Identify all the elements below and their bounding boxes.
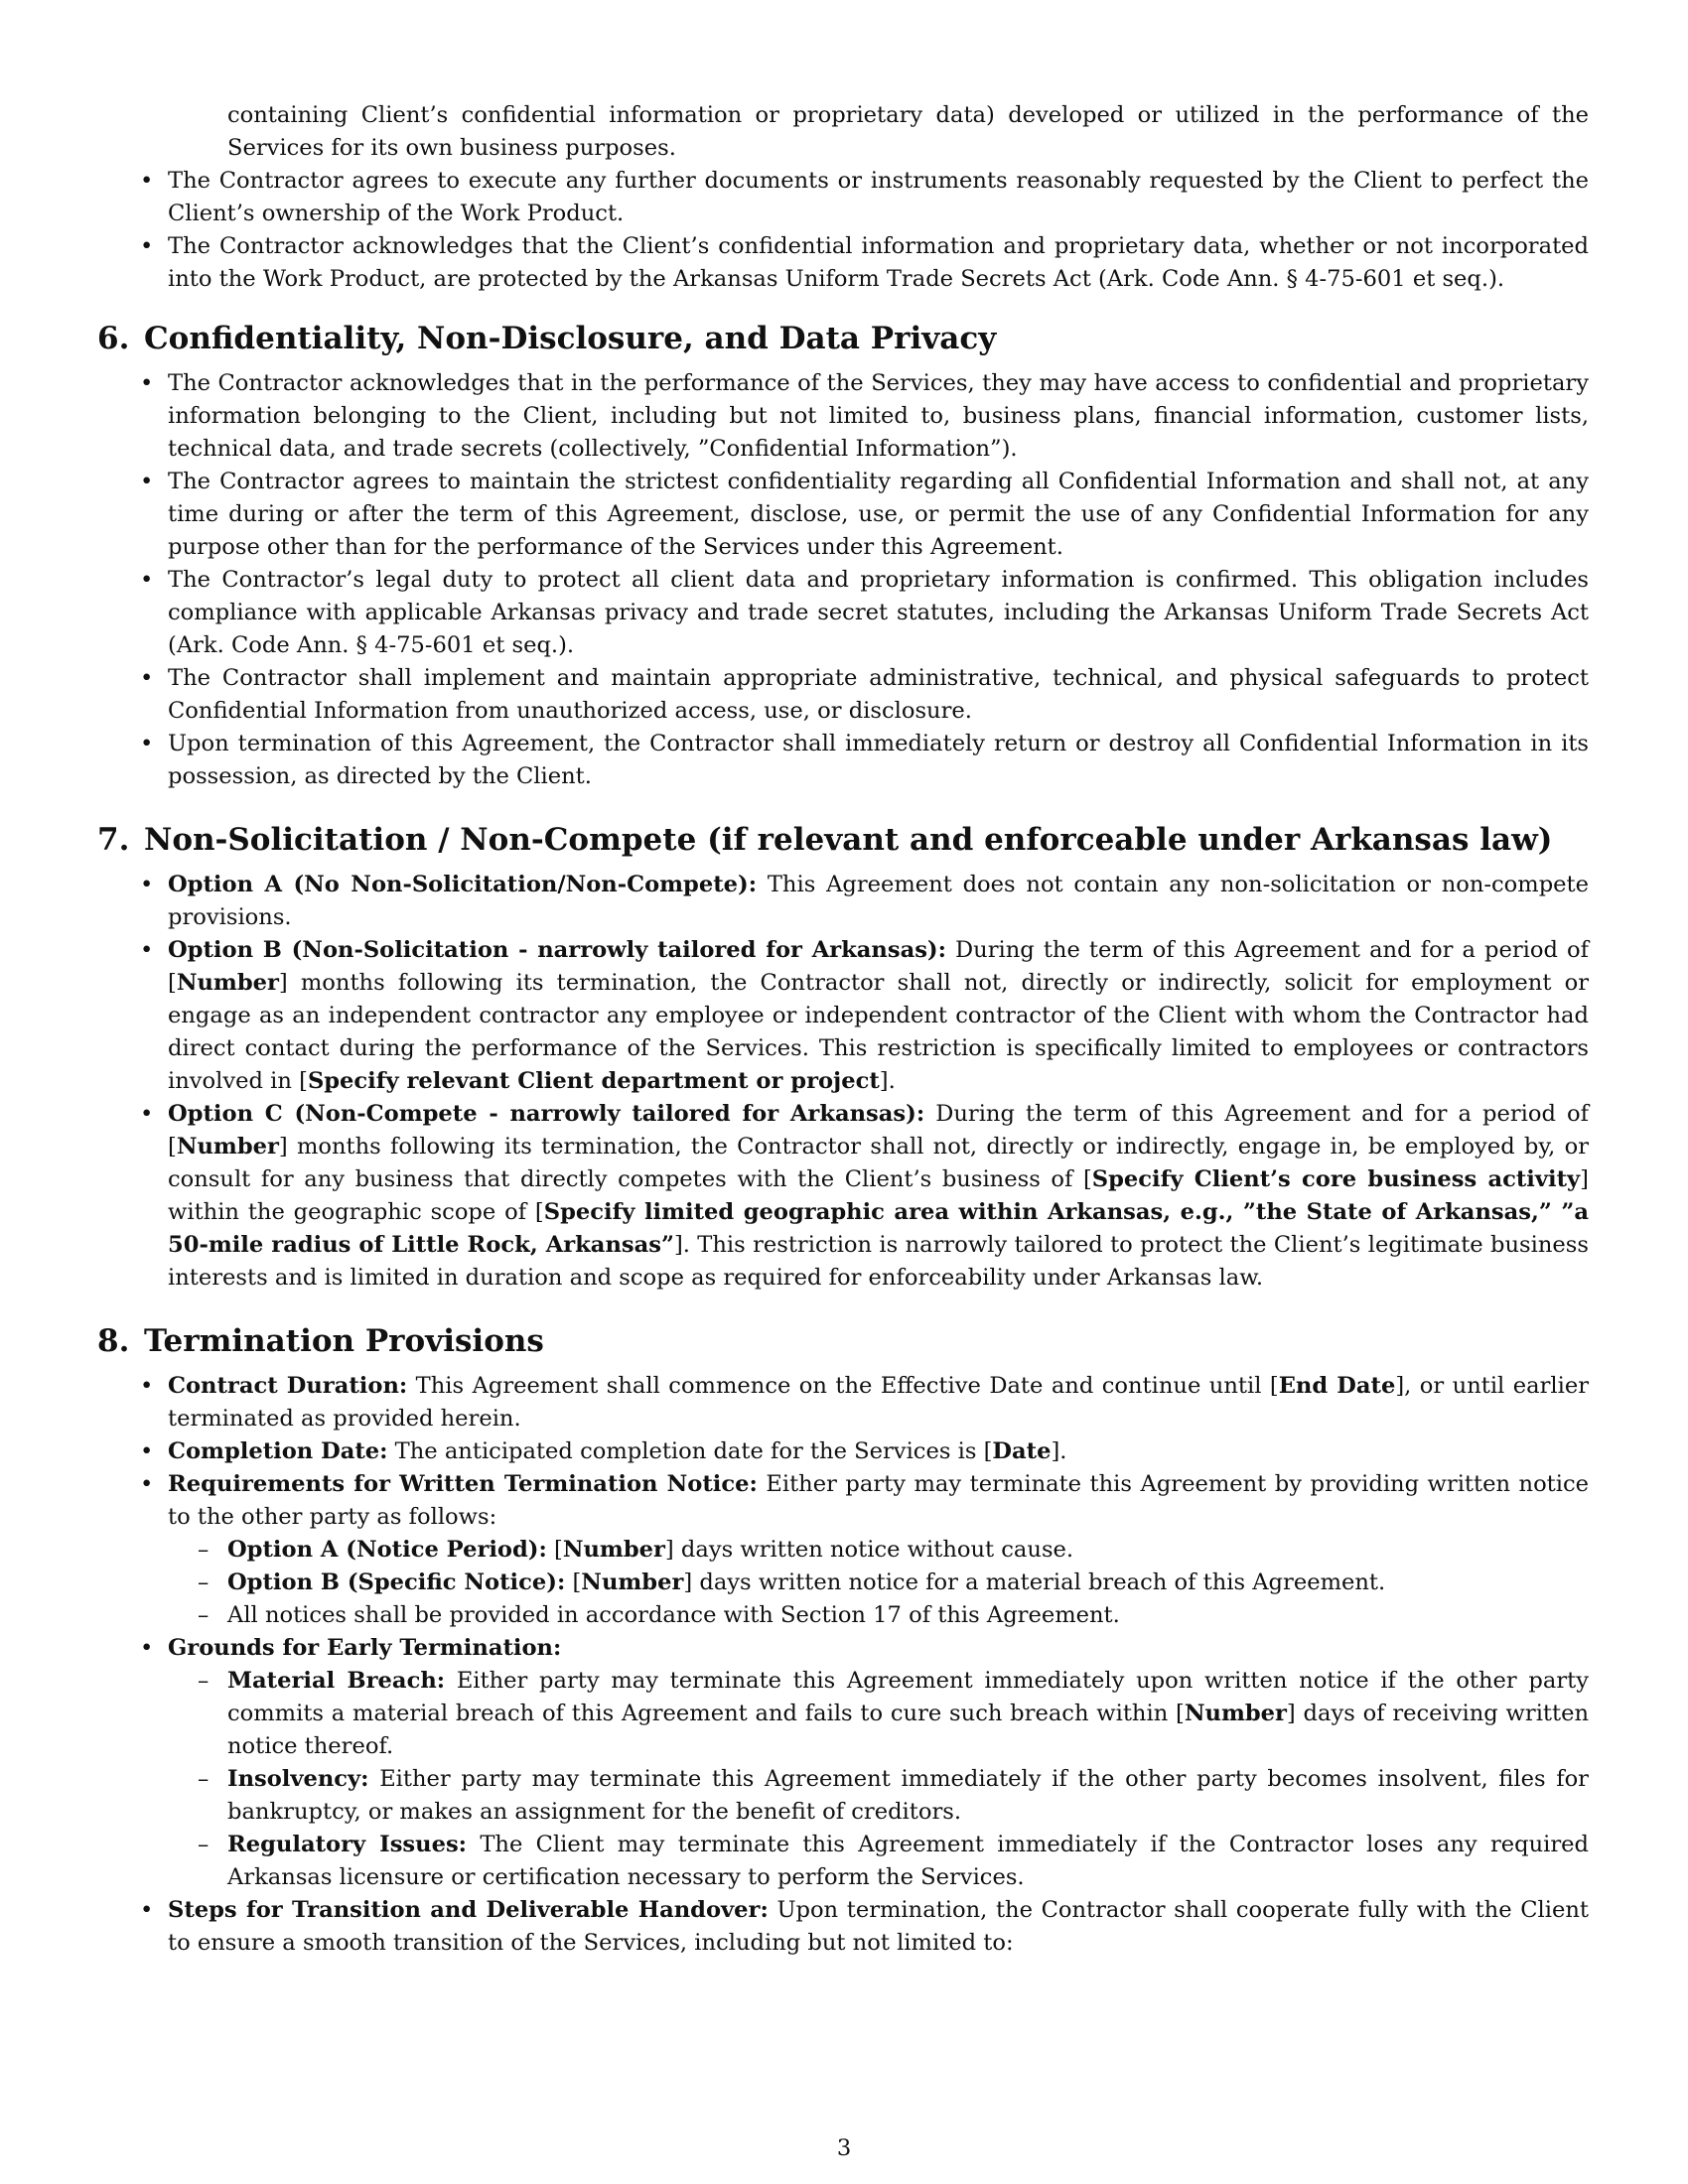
regulatory-item: – Regulatory Issues: The Client may terminate this Agreement immediately if the Contractor loses any required Arkansas licensure or certification necessary to perform the Services. bbox=[97, 1829, 1589, 1894]
section-8-heading: 8. Termination Provisions bbox=[97, 1323, 544, 1359]
option-b-item: • Option B (Non-Solicitation - narrowly tailored for Arkansas): During the term of this Agreement and for a period of [Number] months following its termination, the Contractor shall not, directly or indirectly, solicit for employment or engage as an independent contractor any employee or independent contractor of the Client with whom the Contractor had direct contact during the performance of the Services. This restriction is specifically limited to employees or contractors involved in [Specify relevant Client department or project]. bbox=[97, 934, 1589, 1098]
insolvency-item: – Insolvency: Either party may terminate this Agreement immediately if the other party becomes insolvent, files for bankruptcy, or makes an assignment for the benefit of creditors. bbox=[97, 1763, 1589, 1829]
termination-notice-item: • Requirements for Written Termination Notice: Either party may terminate this Agreement by providing written notice to the other party as follows: bbox=[97, 1468, 1589, 1534]
list-item: • The Contractor agrees to maintain the strictest confidentiality regarding all Confidential Information and shall not, at any time during or after the term of this Agreement, disclose, use, or permit the use of any Confidential Information for any purpose other than for the performance of the Services under this Agreement. bbox=[97, 466, 1589, 564]
completion-date-item: • Completion Date: The anticipated completion date for the Services is [Date]. bbox=[97, 1435, 1589, 1468]
document-page bbox=[97, 99, 1589, 1960]
notice-option-b: – Option B (Specific Notice): [Number] days written notice for a material breach of this Agreement. bbox=[97, 1567, 1589, 1599]
material-breach-item: – Material Breach: Either party may terminate this Agreement immediately upon written notice if the other party commits a material breach of this Agreement and fails to cure such breach within [Number] days of receiving written notice thereof. bbox=[97, 1665, 1589, 1763]
notice-option-a: – Option A (Notice Period): [Number] days written notice without cause. bbox=[97, 1534, 1589, 1567]
list-item: • The Contractor’s legal duty to protect all client data and proprietary information is confirmed. This obligation includes compliance with applicable Arkansas privacy and trade secret statutes, including the Arkansas Uniform Trade Secrets Act (Ark. Code Ann. § 4-75-601 et seq.). bbox=[97, 564, 1589, 662]
notice-all: – All notices shall be provided in accordance with Section 17 of this Agreement. bbox=[97, 1599, 1589, 1632]
section-6-heading: 6. Confidentiality, Non-Disclosure, and Data Privacy bbox=[97, 321, 997, 356]
contract-duration-item: • Contract Duration: This Agreement shall commence on the Effective Date and continue until [End Date], or until earlier terminated as provided herein. bbox=[97, 1370, 1589, 1435]
list-item: • Upon termination of this Agreement, the Contractor shall immediately return or destroy all Confidential Information in its possession, as directed by the Client. bbox=[97, 728, 1589, 793]
transition-item: • Steps for Transition and Deliverable Handover: Upon termination, the Contractor shall cooperate fully with the Client to ensure a smooth transition of the Services, including but not limited to: bbox=[97, 1894, 1589, 1960]
option-c-item: • Option C (Non-Compete - narrowly tailored for Arkansas): During the term of this Agreement and for a period of [Number] months following its termination, the Contractor shall not, directly or indirectly, engage in, be employed by, or consult for any business that directly competes with the Client’s business of [Specify Client’s core business activity] within the geographic scope of [Specify limited geographic area within Arkansas, e.g., ”the State of Arkansas,” ”a 50-mile radius of Little Rock, Arkansas”]. This restriction is narrowly tailored to protect the Client’s legitimate business interests and is limited in duration and scope as required for enforceability under Arkansas law. bbox=[97, 1098, 1589, 1295]
section-7-heading: 7. Non-Solicitation / Non-Compete (if relevant and enforceable under Arkansas law) bbox=[97, 822, 1553, 858]
page-number: 3 bbox=[836, 2135, 852, 2161]
list-item: • The Contractor agrees to execute any further documents or instruments reasonably requested by the Client to perfect the Client’s ownership of the Work Product. bbox=[97, 165, 1589, 230]
grounds-item: • Grounds for Early Termination: bbox=[97, 1632, 1589, 1665]
list-item: • The Contractor acknowledges that in the performance of the Services, they may have access to confidential and proprietary information belonging to the Client, including but not limited to, business plans, financial information, customer lists, technical data, and trade secrets (collectively, ”Confidential Information”). bbox=[97, 367, 1589, 466]
list-item: • The Contractor shall implement and maintain appropriate administrative, technical, and physical safeguards to protect Confidential Information from unauthorized access, use, or disclosure. bbox=[97, 662, 1589, 728]
intro-continuation: containing Client’s confidential information or proprietary data) developed or utilized in the performance of the Services for its own business purposes. bbox=[227, 102, 1589, 161]
list-item: • The Contractor acknowledges that the Client’s confidential information and proprietary data, whether or not incorporated into the Work Product, are protected by the Arkansas Uniform Trade Secrets Act (Ark. Code Ann. § 4-75-601 et seq.). bbox=[97, 230, 1589, 296]
option-a-item: • Option A (No Non-Solicitation/Non-Compete): This Agreement does not contain any non-solicitation or non-compete provisions. bbox=[97, 869, 1589, 934]
